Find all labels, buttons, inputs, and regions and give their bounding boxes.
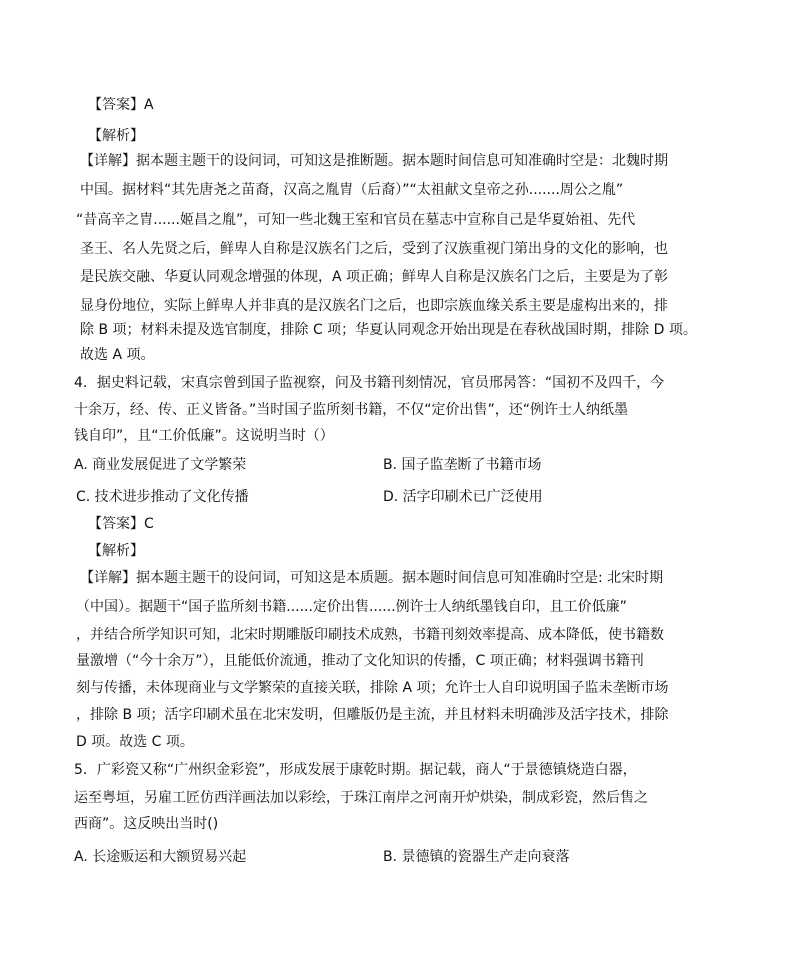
q4-option-d: D. 活字印刷术已广泛使用 xyxy=(383,489,543,505)
q4-detail-line-3: ，并结合所学知识可知，北宋时期雕版印刷技术成熟，书籍刊刻效率提高、成本降低，使书籍数 xyxy=(76,627,664,643)
q4-stem-line-3: 钱自印”，且“工价低廉”。这说明当时（） xyxy=(74,428,334,444)
q3-analysis-label: 【解析】 xyxy=(88,128,144,144)
q4-answer: 【答案】C xyxy=(88,516,154,532)
q4-option-c: C. 技术进步推动了文化传播 xyxy=(76,489,249,505)
q3-answer: 【答案】A xyxy=(88,97,154,113)
q5-stem-line-1: 5．广彩瓷又称“广州织金彩瓷”，形成发展于康乾时期。据记载，商人“于景德镇烧造白器， xyxy=(74,762,637,778)
q3-detail-line-5: 是民族交融、华夏认同观念增强的体现，A 项正确；鲜卑人自称是汉族名门之后，主要是为了彰 xyxy=(80,269,669,285)
q4-detail-line-7: D 项。故选 C 项。 xyxy=(76,734,194,750)
q4-analysis-label: 【解析】 xyxy=(88,543,144,559)
q5-stem-line-3: 西商”。这反映出当时() xyxy=(74,816,219,832)
q3-detail-line-4: 圣王、名人先贤之后，鲜卑人自称是汉族名门之后，受到了汉族重视门第出身的文化的影响，也 xyxy=(80,241,668,257)
q4-stem-line-1: 4．据史料记载，宋真宗曾到国子监视察，问及书籍刊刻情况，官员邢昺答：“国初不及四千，今 xyxy=(74,375,665,391)
q4-detail-line-1: 【详解】据本题主题干的设问词，可知这是本质题。据本题时间信息可知准确时空是: 北宋时期 xyxy=(80,570,664,586)
q5-stem-line-2: 运至粤垣，另雇工匠仿西洋画法加以彩绘，于珠江南岸之河南开炉烘染，制成彩瓷，然后售之 xyxy=(74,790,648,806)
q4-detail-line-2: （中国）。据题干“国子监所刻书籍......定价出售......例许士人纳纸墨钱自印，且工价低廉” xyxy=(76,599,627,615)
q3-detail-line-1: 【详解】据本题主题干的设问词，可知这是推断题。据本题时间信息可知准确时空是：北魏时期 xyxy=(80,153,668,169)
q3-detail-line-6: 显身份地位，实际上鲜卑人并非真的是汉族名门之后，也即宗族血缘关系主要是虚构出来的，排 xyxy=(80,298,668,314)
q4-detail-line-5: 刻与传播，未体现商业与文学繁荣的直接关联，排除 A 项；允许士人自印说明国子监未垄断市场 xyxy=(76,680,669,696)
q4-detail-line-6: ，排除 B 项；活字印刷术虽在北宋发明，但雕版仍是主流，并且材料未明确涉及活字技术，排除 xyxy=(76,707,669,723)
q3-detail-line-2: 中国。据材料“其先唐尧之苗裔，汉高之胤胄（后裔）”“太祖献文皇帝之孙.......周公之胤” xyxy=(80,182,624,198)
q3-detail-line-7: 除 B 项；材料未提及选官制度，排除 C 项；华夏认同观念开始出现是在春秋战国时期，排除 D 项。 xyxy=(80,322,697,338)
q4-option-b: B. 国子监垄断了书籍市场 xyxy=(383,457,542,473)
q5-option-a: A. 长途贩运和大额贸易兴起 xyxy=(74,849,247,865)
q4-detail-line-4: 量激增（“今十余万”），且能低价流通，推动了文化知识的传播，C 项正确；材料强调书籍刊 xyxy=(76,653,644,669)
q4-stem-line-2: 十余万，经、传、正义皆备。”当时国子监所刻书籍，不仅“定价出售”，还“例许士人纳纸墨 xyxy=(74,402,629,418)
q3-detail-line-8: 故选 A 项。 xyxy=(80,347,155,363)
q5-option-b: B. 景德镇的瓷器生产走向衰落 xyxy=(383,849,570,865)
q4-option-a: A. 商业发展促进了文学繁荣 xyxy=(74,457,247,473)
q3-detail-line-3: “昔高辛之胄......姬昌之胤”，可知一些北魏王室和官员在墓志中宣称自己是华夏始祖、先代 xyxy=(76,212,636,228)
